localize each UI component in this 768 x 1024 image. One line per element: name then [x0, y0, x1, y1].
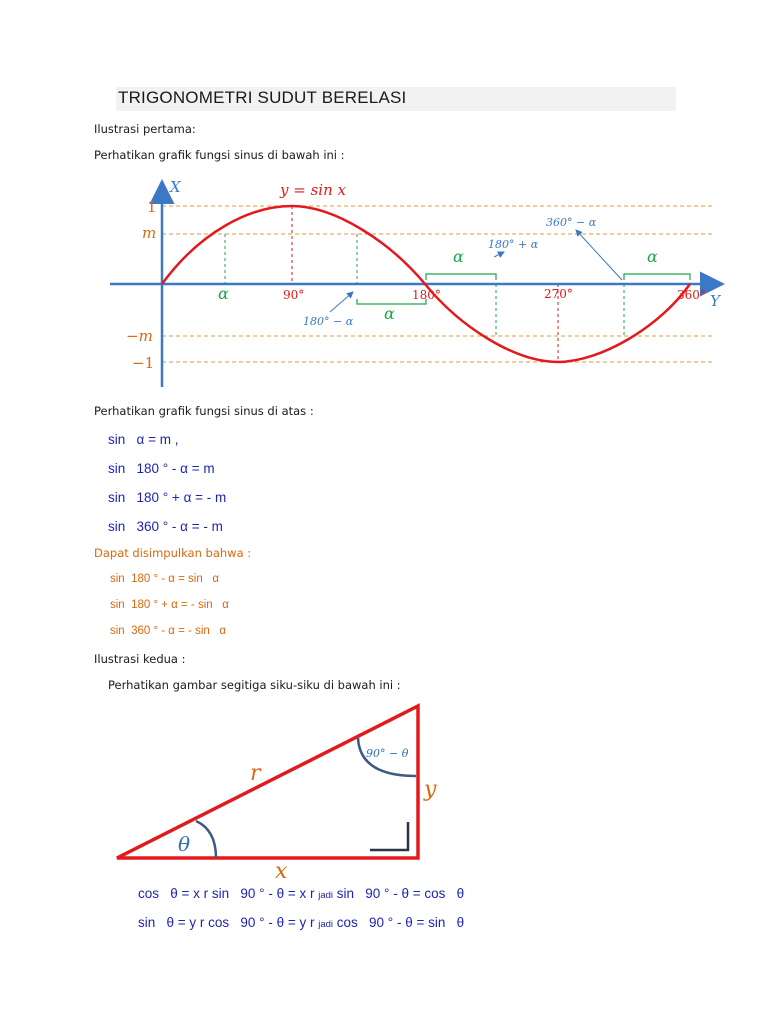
equation-3: sin 180 ° + α = - m [108, 490, 227, 505]
x-tick-360: 360° [677, 288, 706, 302]
label-complement: 90° − θ [366, 747, 409, 760]
equation-1: sin α = m , [108, 432, 179, 447]
label-y: y [424, 777, 437, 802]
y-label-neg-m: −m [126, 327, 153, 345]
intro-first: Ilustrasi pertama: [94, 122, 196, 136]
sine-graph [100, 172, 740, 394]
label-180-plus-alpha: 180° + α [488, 238, 539, 251]
alpha-label-2: α [384, 304, 395, 323]
alpha-label-1: α [218, 284, 229, 303]
page-title: TRIGONOMETRI SUDUT BERELASI [118, 88, 407, 107]
conclusion-3: sin 360 ° - α = - sin α [110, 625, 227, 637]
theta-arc [196, 821, 216, 858]
axis-x-label: X [170, 178, 181, 196]
right-angle-mark [370, 822, 408, 850]
intro-graph: Perhatikan grafik fungsi sinus di bawah ini : [94, 148, 345, 162]
triangle [117, 706, 418, 858]
x-tick-90: 90° [283, 288, 305, 302]
label-360-minus-alpha: 360° − α [546, 216, 597, 229]
triangle-diagram [100, 700, 460, 885]
label-theta: θ [178, 832, 191, 856]
label-r: r [250, 761, 261, 786]
alpha-label-3: α [453, 247, 464, 266]
intro-second: Ilustrasi kedua : [94, 652, 186, 666]
after-graph-text: Perhatikan grafik fungsi sinus di atas : [94, 404, 314, 418]
equation-4: sin 360 ° - α = - m [108, 519, 223, 534]
y-label-m: m [142, 224, 157, 242]
final-line-1: cos θ = x r sin 90 ° - θ = x r jadi sin 90 ° - θ = cos θ [138, 886, 465, 901]
equation-2: sin 180 ° - α = m [108, 461, 215, 476]
axis-y-label: Y [710, 292, 720, 310]
graph-title: y = sin x [280, 181, 346, 199]
conclusion-2: sin 180 ° + α = - sin α [110, 599, 229, 611]
x-tick-180: 180° [412, 288, 441, 302]
x-tick-270: 270° [544, 287, 573, 301]
y-label-1: 1 [147, 198, 157, 216]
label-x: x [275, 859, 288, 884]
conclusion-1: sin 180 ° - α = sin α [110, 573, 219, 585]
intro-triangle: Perhatikan gambar segitiga siku-siku di bawah ini : [108, 678, 401, 692]
y-label-neg-1: −1 [132, 354, 155, 372]
label-180-minus-alpha: 180° − α [303, 315, 354, 328]
alpha-label-4: α [647, 247, 658, 266]
conclusion-title: Dapat disimpulkan bahwa : [94, 546, 252, 560]
final-line-2: sin θ = y r cos 90 ° - θ = y r jadi cos 90 ° - θ = sin θ [138, 915, 465, 930]
